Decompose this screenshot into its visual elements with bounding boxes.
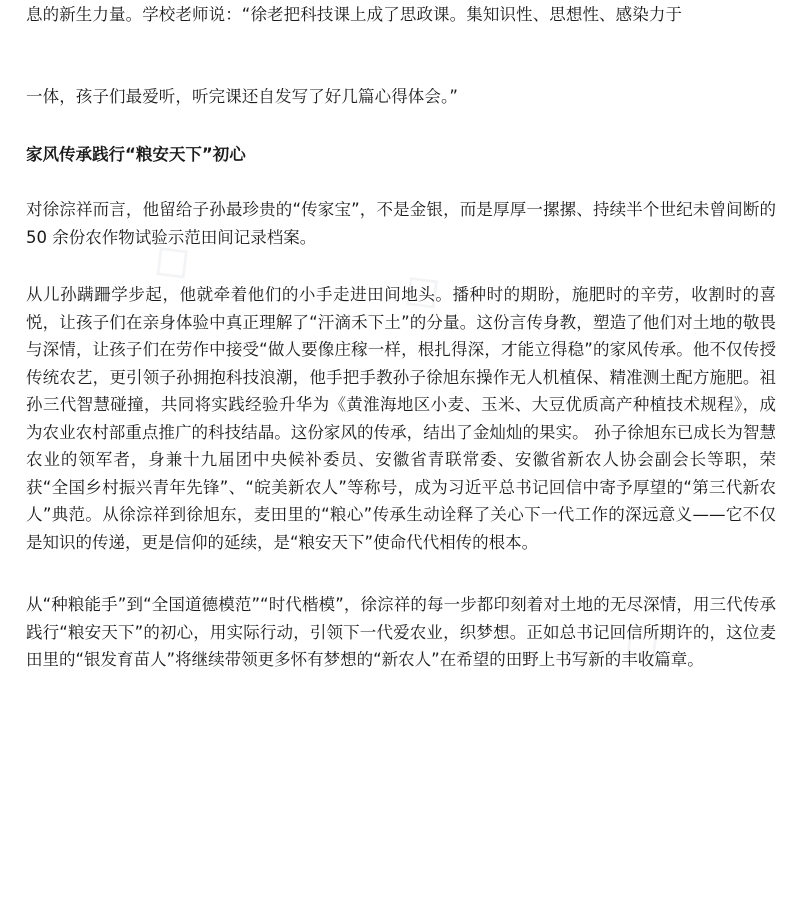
intro-line-2: 一体，孩子们最爱听，听完课还自发写了好几篇心得体会。” bbox=[26, 87, 458, 106]
paragraph-3: 从“种粮能手”到“全国道德模范”“时代楷模”，徐淙祥的每一步都印刻着对土地的无尽深情，用三代传承践行“粮安天下”的初心，用实际行动，引领下一代爱农业，织梦想。正如总书记回信所期许的，这位麦田里的“银发育苗人”将继续带领更多怀有梦想的“新农人”在希望的田野上书写新的丰收篇章。 bbox=[26, 595, 776, 669]
paragraph-2: 从儿孙蹒跚学步起，他就牵着他们的小手走进田间地头。播种时的期盼，施肥时的辛劳，收割时的喜悦，让孩子们在亲身体验中真正理解了“汗滴禾下土”的分量。这份言传身教，塑造了他们对土地的敬畏与深情，让孩子们在劳作中接受“做人要像庄稼一样，根扎得深，才能立得稳”的家风传承。他不仅传授传统农艺，更引领子孙拥抱科技浪潮，他手把手教孙子徐旭东操作无人机植保、精准测土配方施肥。祖孙三代智慧碰撞，共同将实践经验升华为《黄淮海地区小麦、玉米、大豆优质高产种植技术规程》，成为农业农村部重点推广的科技结晶。这份家风的传承，结出了金灿灿的果实。 孙子徐旭东已成长为智慧农业的领军者，身兼十九届团中央候补委员、安徽省青联常委、安徽省新农人协会副会长等职，荣获“全国乡村振兴青年先锋”、“皖美新农人”等称号，成为习近平总书记回信中寄予厚望的“第三代新农人”典范。从徐淙祥到徐旭东，麦田里的“粮心”传承生动诠释了关心下一代工作的深远意义——它不仅是知识的传递，更是信仰的延续，是“粮安天下”使命代代相传的根本。 bbox=[26, 285, 776, 552]
intro-line-1: 息的新生力量。学校老师说：“徐老把科技课上成了思政课。集知识性、思想性、感染力于 bbox=[26, 5, 683, 24]
watermark-mark: ◇ bbox=[605, 604, 675, 676]
watermark-mark: ◇ bbox=[135, 224, 205, 296]
paragraph-1: 对徐淙祥而言，他留给子孙最珍贵的“传家宝”，不是金银，而是厚厚一摞摞、持续半个世纪未曾间断的 50 余份农作物试验示范田间记录档案。 bbox=[26, 200, 776, 247]
watermark-mark: ◇ bbox=[385, 254, 455, 326]
section-heading: 家风传承践行“粮安天下”初心 bbox=[26, 145, 246, 164]
